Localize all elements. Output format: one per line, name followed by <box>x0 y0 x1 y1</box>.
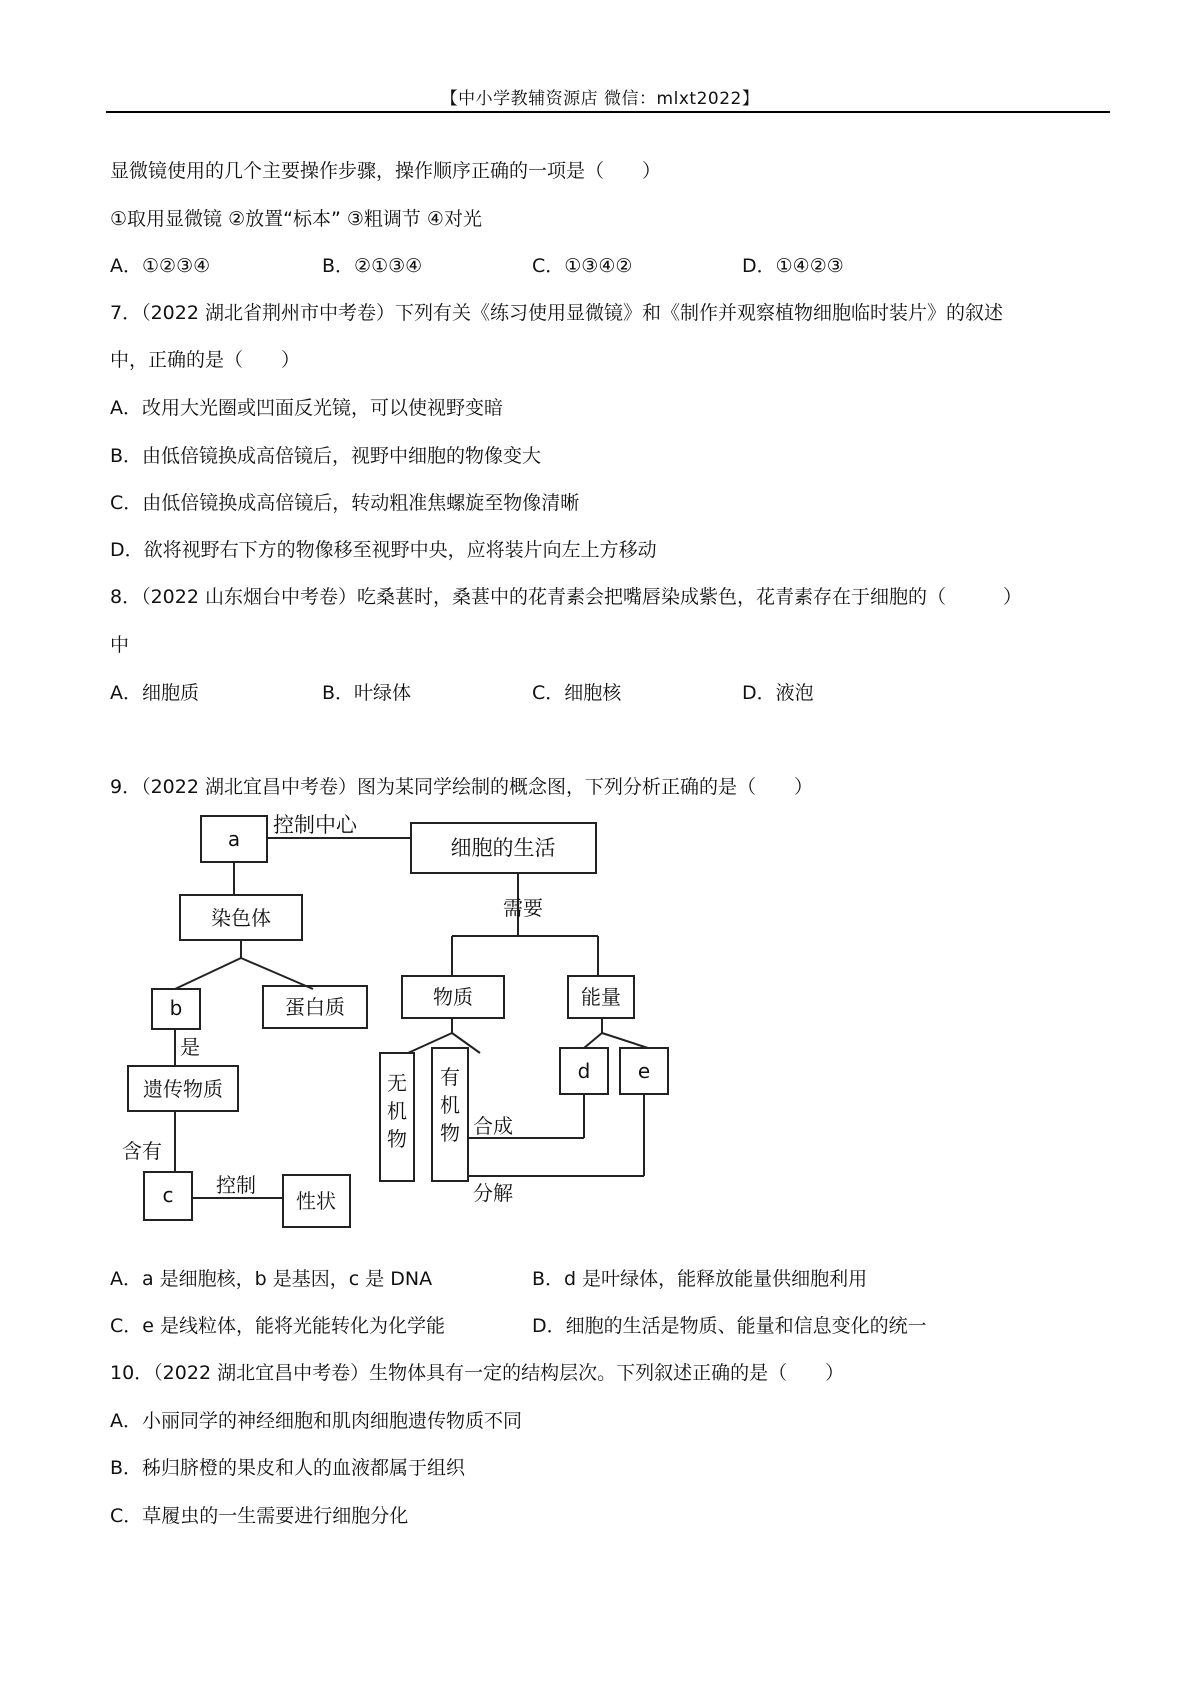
q6-option-c: C．①③④② <box>532 255 633 277</box>
q9-option-c: C．e 是线粒体，能将光能转化为化学能 <box>110 1315 445 1337</box>
q8-stem-line1: 8．（2022 山东烟台中考卷）吃桑葚时，桑葚中的花青素会把嘴唇染成紫色，花青素存在于细胞的（ ） <box>110 586 1022 608</box>
q10-option-b: B．秭归脐橙的果皮和人的血液都属于组织 <box>110 1457 466 1479</box>
q7-option-a: A．改用大光圈或凹面反光镜，可以使视野变暗 <box>110 397 503 419</box>
label-b: b <box>169 996 183 1020</box>
label-inorganic-2: 机 <box>387 1099 407 1123</box>
label-trait: 性状 <box>296 1189 336 1213</box>
label-need: 需要 <box>503 896 543 920</box>
label-synthesis: 合成 <box>473 1114 513 1138</box>
q6-option-b: B．②①③④ <box>322 255 423 277</box>
q9-option-b: B．d 是叶绿体，能释放能量供细胞利用 <box>532 1268 868 1290</box>
label-genetic-material: 遗传物质 <box>143 1077 223 1101</box>
q7-option-c: C．由低倍镜换成高倍镜后，转动粗准焦螺旋至物像清晰 <box>110 492 580 514</box>
q7-option-b: B．由低倍镜换成高倍镜后，视野中细胞的物像变大 <box>110 445 542 467</box>
label-cell-life: 细胞的生活 <box>450 836 556 860</box>
q9-option-d: D．细胞的生活是物质、能量和信息变化的统一 <box>532 1315 927 1337</box>
label-control: 控制 <box>216 1173 256 1197</box>
label-inorganic-3: 物 <box>387 1127 407 1151</box>
q6-option-a: A．①②③④ <box>110 255 211 277</box>
label-contains: 含有 <box>122 1139 162 1163</box>
label-is: 是 <box>180 1035 200 1059</box>
label-d: d <box>577 1059 591 1083</box>
page-header: 【中小学教辅资源店 微信：mlxt2022】 <box>440 89 760 109</box>
label-organic-2: 机 <box>440 1093 460 1117</box>
label-chromosome: 染色体 <box>211 906 271 930</box>
header-rule <box>106 111 1110 113</box>
q8-option-c: C．细胞核 <box>532 682 622 704</box>
q8-option-b: B．叶绿体 <box>322 682 412 704</box>
q10-option-c: C．草履虫的一生需要进行细胞分化 <box>110 1505 409 1527</box>
q7-option-d: D．欲将视野右下方的物像移至视野中央，应将装片向左上方移动 <box>110 539 657 561</box>
label-inorganic-1: 无 <box>387 1071 407 1095</box>
q6-option-d: D．①④②③ <box>742 255 844 277</box>
q8-option-d: D．液泡 <box>742 682 814 704</box>
label-e: e <box>637 1059 651 1083</box>
q8-stem-line2: 中 <box>110 634 130 656</box>
label-decompose: 分解 <box>473 1181 513 1205</box>
q10-stem: 10．（2022 湖北宜昌中考卷）生物体具有一定的结构层次。下列叙述正确的是（ ） <box>110 1362 845 1384</box>
label-control-center: 控制中心 <box>273 813 357 837</box>
label-energy: 能量 <box>581 985 621 1009</box>
label-organic-3: 物 <box>440 1121 460 1145</box>
q9-stem: 9．（2022 湖北宜昌中考卷）图为某同学绘制的概念图，下列分析正确的是（ ） <box>110 776 813 798</box>
q9-option-a: A．a 是细胞核，b 是基因，c 是 DNA <box>110 1268 433 1290</box>
concept-map-diagram <box>118 808 718 1228</box>
q10-option-a: A．小丽同学的神经细胞和肌肉细胞遗传物质不同 <box>110 1410 522 1432</box>
q7-stem-line1: 7．（2022 湖北省荆州市中考卷）下列有关《练习使用显微镜》和《制作并观察植物细胞临时装片》的叙述 <box>110 302 1003 324</box>
q8-option-a: A．细胞质 <box>110 682 199 704</box>
label-a: a <box>227 827 241 851</box>
label-c: c <box>162 1183 174 1207</box>
q6-steps: ①取用显微镜 ②放置“标本” ③粗调节 ④对光 <box>110 208 482 230</box>
label-matter: 物质 <box>433 985 473 1009</box>
q6-stem: 显微镜使用的几个主要操作步骤，操作顺序正确的一项是（ ） <box>110 160 662 182</box>
q7-stem-line2: 中，正确的是（ ） <box>110 349 301 371</box>
label-organic-1: 有 <box>440 1065 460 1089</box>
label-protein: 蛋白质 <box>285 995 345 1019</box>
